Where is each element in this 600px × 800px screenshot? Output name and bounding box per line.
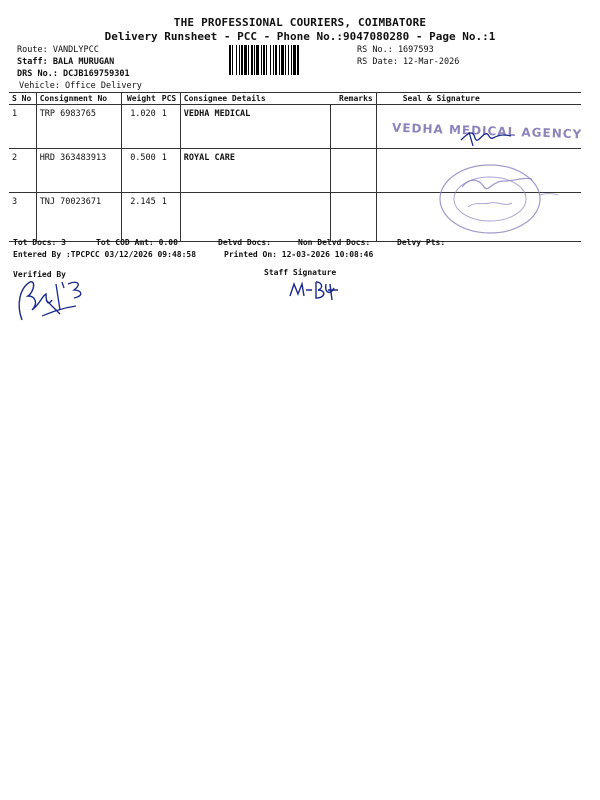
row-consignment: TNJ 70023671 bbox=[36, 193, 121, 242]
row-consignment: HRD 363483913 bbox=[36, 149, 121, 193]
printed-on: Printed On: 12-03-2026 10:08:46 bbox=[224, 250, 374, 259]
row-weight: 2.145 bbox=[121, 193, 158, 242]
row-consignee: ROYAL CARE bbox=[180, 149, 330, 193]
row-remarks bbox=[331, 105, 377, 149]
table-header-row bbox=[9, 93, 581, 105]
row-sno: 1 bbox=[9, 105, 36, 149]
row-sno: 3 bbox=[9, 193, 36, 242]
col-weight: Weight bbox=[121, 93, 158, 105]
row-pcs: 1 bbox=[159, 105, 180, 149]
page-subtitle: Delivery Runsheet - PCC - Phone No.:9047080280 - Page No.:1 bbox=[104, 30, 496, 43]
row-weight: 0.500 bbox=[121, 149, 158, 193]
entered-by: Entered By :TPCPCC 03/12/2026 09:48:58 bbox=[13, 250, 197, 259]
col-consignment: Consignment No bbox=[36, 93, 121, 105]
row-consignment: TRP 6983765 bbox=[36, 105, 121, 149]
page-title: THE PROFESSIONAL COURIERS, COIMBATORE bbox=[173, 16, 427, 29]
verified-signature bbox=[12, 274, 102, 326]
route-label: Route: VANDLYPCC bbox=[17, 45, 99, 55]
col-remarks: Remarks bbox=[331, 93, 377, 105]
barcode bbox=[229, 45, 353, 75]
row-remarks bbox=[331, 193, 377, 242]
verified-by-label: Verified By bbox=[13, 270, 66, 279]
row-remarks bbox=[331, 149, 377, 193]
total-docs: Tot Docs: 3 bbox=[13, 238, 66, 247]
col-sno: S No bbox=[9, 93, 36, 105]
agency-stamp: VEDHA MEDICAL AGENCY bbox=[391, 120, 583, 142]
staff-label: Staff: BALA MURUGAN bbox=[17, 57, 115, 67]
round-stamp bbox=[432, 157, 572, 237]
row-pcs: 1 bbox=[159, 149, 180, 193]
row-weight: 1.020 bbox=[121, 105, 158, 149]
row-sno: 2 bbox=[9, 149, 36, 193]
staff-signature-label: Staff Signature bbox=[264, 268, 337, 277]
rs-date: RS Date: 12-Mar-2026 bbox=[357, 57, 460, 67]
row1-signature bbox=[455, 126, 535, 148]
total-cod: Tot COD Amt: 0.00 bbox=[96, 238, 178, 247]
drs-label: DRS No.: DCJB169759301 bbox=[17, 69, 130, 79]
row-pcs: 1 bbox=[159, 193, 180, 242]
row-consignee bbox=[180, 193, 330, 242]
non-delivered-docs: Non Delvd Docs: bbox=[298, 238, 371, 247]
col-seal: Seal & Signature bbox=[376, 93, 581, 105]
rs-number: RS No.: 1697593 bbox=[357, 45, 434, 55]
vehicle-label: Vehicle: Office Delivery bbox=[19, 81, 142, 91]
staff-signature bbox=[286, 278, 346, 302]
col-pcs: PCS bbox=[159, 93, 180, 105]
row-consignee: VEDHA MEDICAL bbox=[180, 105, 330, 149]
delivery-points: Delvy Pts: bbox=[397, 238, 446, 247]
col-consignee: Consignee Details bbox=[180, 93, 330, 105]
delivered-docs: Delvd Docs: bbox=[218, 238, 271, 247]
